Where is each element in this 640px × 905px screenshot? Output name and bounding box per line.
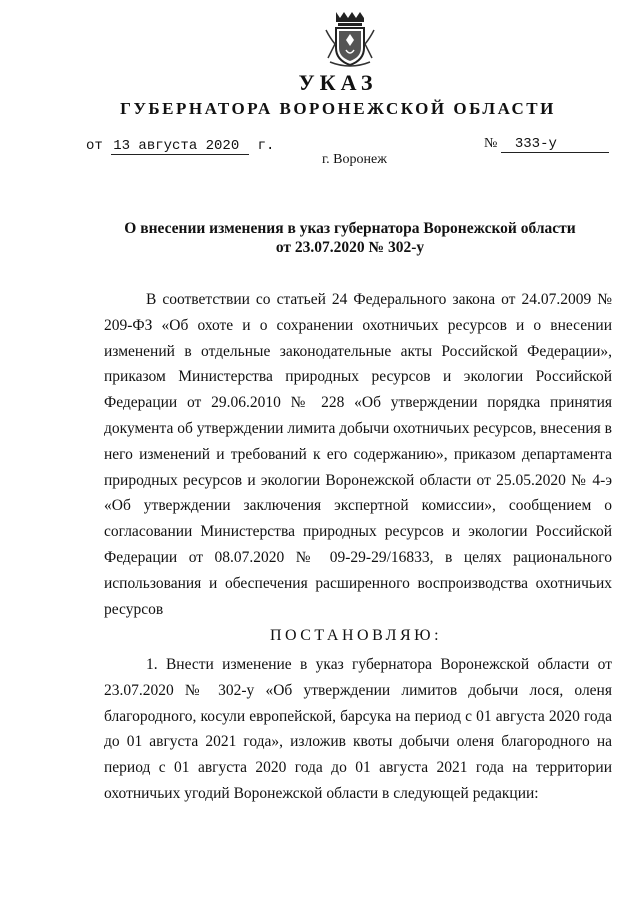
document-heading: О внесении изменения в указ губернатора Воронежской области от 23.07.2020 № 302-у (124, 220, 576, 256)
number-value: 333-у (501, 136, 609, 153)
number-prefix: № (484, 136, 498, 151)
date-suffix: г. (257, 138, 275, 154)
decree-word: ПОСТАНОВЛЯЮ: (269, 627, 443, 644)
coat-of-arms-icon (322, 8, 378, 68)
document-title: УКАЗ (298, 70, 378, 95)
preamble-paragraph: В соответствии со статьей 24 Федерального закона от 24.07.2009 № 209-ФЗ «Об охоте и о сохранении охотничьих ресурсов и о внесении изменений в отдельные законодательные акты Российской Федерации», приказом Министерства природных ресурсов и экологии Российской Федерации от 29.06.2010 № 228 «Об утверждении порядка принятия документа об утверждении лимита добычи охотничьих ресурсов, внесения в него изменений и требований к его содержанию», приказом департамента природных ресурсов и экологии Воронежской области от 25.05.2020 № 4-э «Об утверждении заключения экспертной комиссии», сообщением о согласовании Министерства природных ресурсов и экологии Российской Федерации от 08.07.2020 № 09-29-29/16833, в целях рационального использования и обеспечения расширенного воспроизводства охотничьих ресурсов (104, 291, 612, 618)
date-line (86, 138, 274, 155)
clause-1-paragraph: 1. Внести изменение в указ губернатора Воронежской области от 23.07.2020 № 302-у «Об утверждении лимитов добычи лося, оленя благородного, косули европейской, барсука на период с 01 августа 2020 года до 01 августа 2021 года», изложив квоты добычи оленя благородного на период с 01 августа 2020 года до 01 августа 2021 года на территории охотничьих угодий Воронежской области в следующей редакции: (104, 656, 612, 802)
city: г. Воронеж (322, 152, 387, 167)
number-line (484, 136, 609, 153)
document-subtitle: ГУБЕРНАТОРА ВОРОНЕЖСКОЙ ОБЛАСТИ (120, 99, 556, 118)
date-prefix: от (86, 138, 103, 154)
date-value: 13 августа 2020 (111, 138, 249, 155)
